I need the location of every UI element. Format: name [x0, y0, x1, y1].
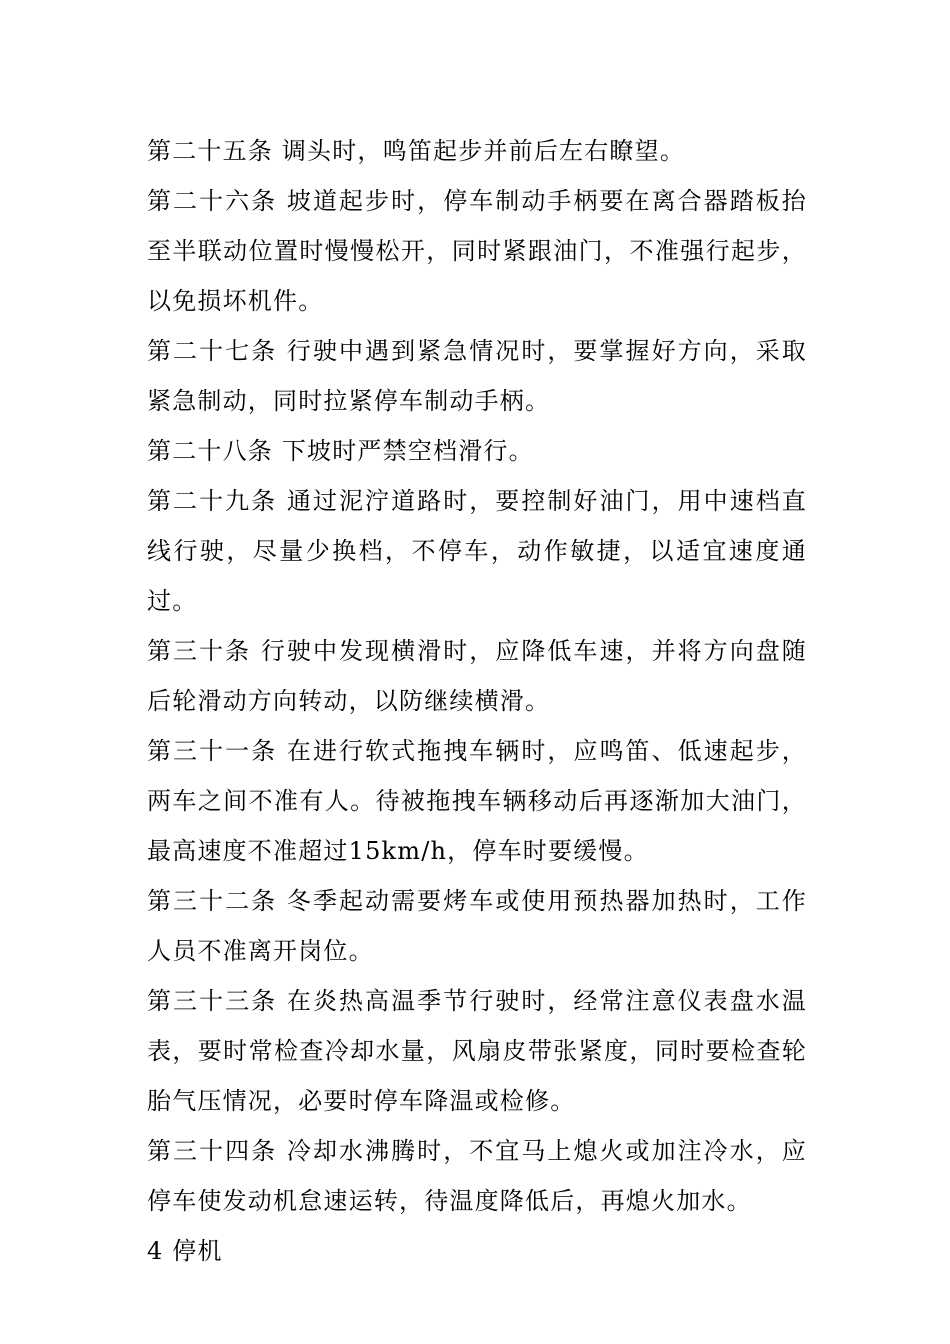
section-heading-shutdown: 4 停机 — [147, 1237, 223, 1265]
article-34: 第三十四条 冷却水沸腾时，不宜马上熄火或加注冷水，应停车使发动机怠速运转，待温度降低后，再熄火加水。 — [147, 1137, 807, 1215]
article-25: 第二十五条 调头时，鸣笛起步并前后左右瞭望。 — [147, 137, 686, 165]
article-26: 第二十六条 坡道起步时，停车制动手柄要在离合器踏板抬至半联动位置时慢慢松开，同时紧跟油门，不准强行起步，以免损坏机件。 — [147, 187, 807, 315]
article-28: 第二十八条 下坡时严禁空档滑行。 — [147, 437, 534, 465]
article-29: 第二十九条 通过泥泞道路时，要控制好油门，用中速档直线行驶，尽量少换档，不停车，动作敏捷，以适宜速度通过。 — [147, 487, 807, 615]
article-33: 第三十三条 在炎热高温季节行驶时，经常注意仪表盘水温表，要时常检查冷却水量，风扇皮带张紧度，同时要检查轮胎气压情况，必要时停车降温或检修。 — [147, 987, 807, 1115]
article-32: 第三十二条 冬季起动需要烤车或使用预热器加热时，工作人员不准离开岗位。 — [147, 887, 807, 965]
article-31: 第三十一条 在进行软式拖拽车辆时，应鸣笛、低速起步，两车之间不准有人。待被拖拽车辆移动后再逐渐加大油门，最高速度不准超过15km/h，停车时要缓慢。 — [147, 737, 807, 865]
article-27: 第二十七条 行驶中遇到紧急情况时，要掌握好方向，采取紧急制动，同时拉紧停车制动手柄。 — [147, 337, 807, 415]
document-body — [147, 126, 807, 1276]
article-30: 第三十条 行驶中发现横滑时，应降低车速，并将方向盘随后轮滑动方向转动，以防继续横滑。 — [147, 637, 807, 715]
